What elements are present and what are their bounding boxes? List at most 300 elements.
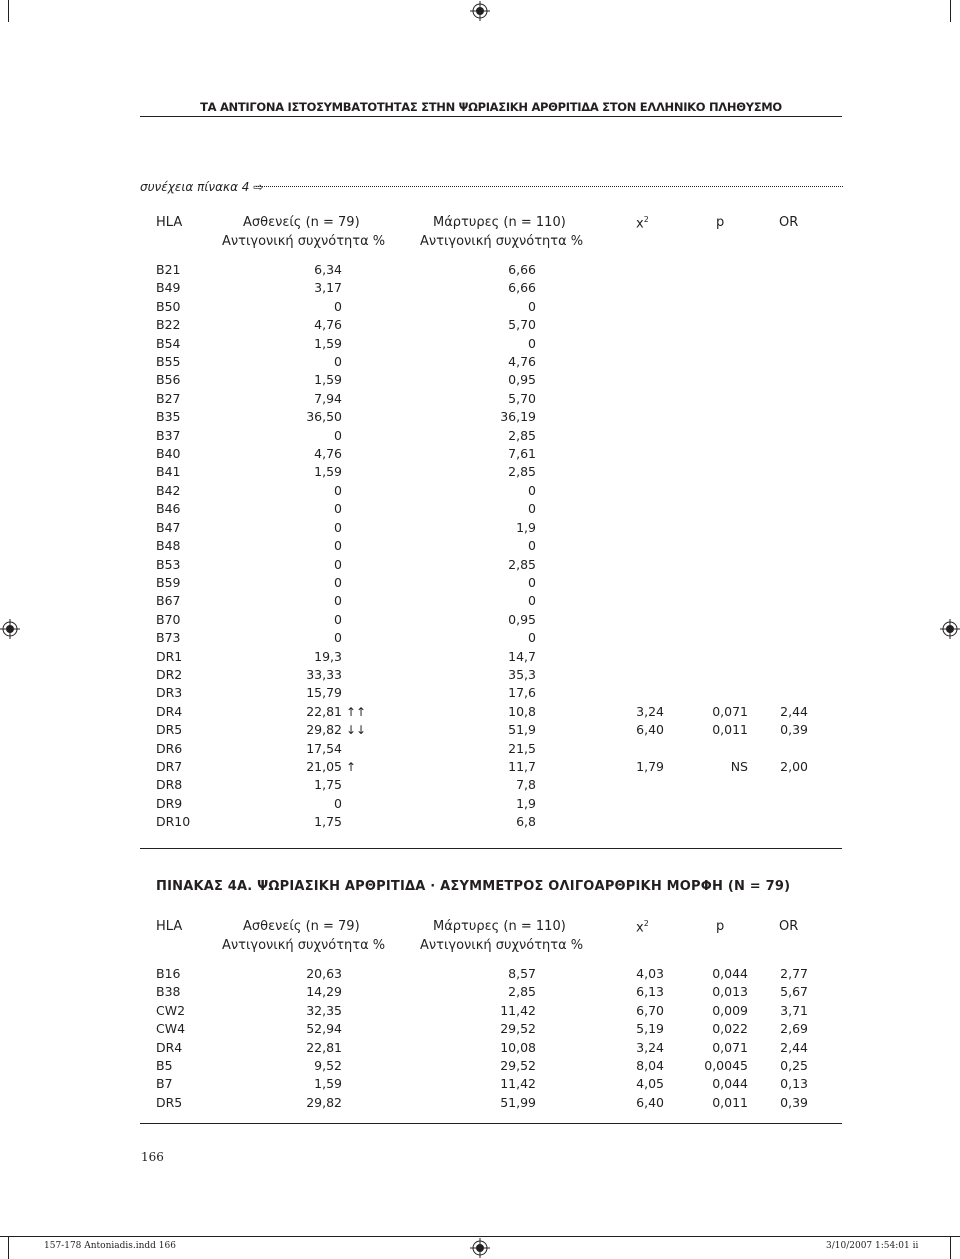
patients-value: 0 — [334, 574, 342, 590]
table-rule — [140, 1123, 842, 1124]
dotted-leader — [256, 186, 843, 187]
controls-value: 6,8 — [516, 814, 536, 830]
or-cell — [748, 740, 808, 758]
table-row — [140, 445, 808, 463]
patients-value: 19,3 — [314, 648, 342, 664]
p-cell — [664, 408, 748, 426]
chi-cell — [582, 537, 664, 555]
patients-value: 0 — [334, 630, 342, 646]
chi-cell — [582, 519, 664, 537]
patients-value: 22,81 — [306, 703, 342, 719]
table-row — [140, 537, 808, 555]
chi-cell — [582, 353, 664, 371]
p-cell — [664, 353, 748, 371]
controls-value: 10,08 — [500, 1039, 536, 1055]
table-row — [140, 1057, 808, 1075]
or-cell: 3,71 — [780, 1002, 808, 1018]
chi-cell — [582, 279, 664, 297]
patients-cell — [216, 648, 376, 666]
continuation-text: συνέχεια πίνακα 4 — [140, 180, 250, 194]
table-row — [140, 371, 808, 389]
controls-value: 0 — [528, 630, 536, 646]
controls-cell — [376, 666, 582, 684]
or-cell — [748, 795, 808, 813]
controls-cell — [376, 482, 582, 500]
table-row — [140, 703, 808, 721]
hla-cell: B49 — [156, 280, 181, 296]
or-cell — [748, 611, 808, 629]
chi-symbol: x — [636, 920, 644, 936]
patients-value: 21,05 — [306, 758, 342, 774]
patients-cell — [216, 1075, 376, 1093]
table-row — [140, 408, 808, 426]
chi-cell: 6,13 — [636, 984, 664, 1000]
table-row — [140, 795, 808, 813]
or-cell — [748, 776, 808, 794]
hla-cell: CW2 — [156, 1002, 186, 1018]
patients-value: 7,94 — [314, 390, 342, 406]
controls-value: 5,70 — [508, 390, 536, 406]
or-cell: 2,77 — [780, 966, 808, 981]
patients-value: 1,75 — [314, 777, 342, 793]
header-rule — [140, 116, 842, 117]
controls-value: 1,9 — [516, 519, 536, 535]
patients-cell — [216, 316, 376, 334]
hla-cell: B50 — [156, 298, 181, 314]
controls-value: 51,99 — [500, 1094, 536, 1110]
controls-cell — [376, 1020, 582, 1038]
patients-value: 1,59 — [314, 1076, 342, 1092]
controls-value: 0,95 — [508, 611, 536, 627]
table-row — [140, 740, 808, 758]
controls-freq-subheader: Αντιγονική συχνότητα % — [420, 938, 584, 953]
controls-value: 11,7 — [508, 758, 536, 774]
running-header: ΤΑ ΑΝΤΙΓΟΝΑ ΙΣΤΟΣΥΜΒΑΤΟΤΗΤΑΣ ΣΤΗΝ ΨΩΡΙΑΣΙΚΗ ΑΡΘΡΙΤΙΔΑ ΣΤΟΝ ΕΛΛΗΝΙΚΟ ΠΛΗΘΥΣΜΟ — [200, 100, 782, 114]
or-cell: 0,25 — [780, 1058, 808, 1074]
controls-value: 51,9 — [508, 722, 536, 738]
or-cell — [748, 279, 808, 297]
hla-cell: B35 — [156, 409, 181, 425]
controls-cell — [376, 500, 582, 518]
chi-cell: 6,40 — [636, 722, 664, 738]
patients-value: 9,52 — [314, 1058, 342, 1074]
hla-cell: B70 — [156, 611, 181, 627]
controls-cell — [376, 574, 582, 592]
or-cell — [748, 592, 808, 610]
hla-cell: DR8 — [156, 777, 183, 793]
p-cell — [664, 371, 748, 389]
or-cell — [748, 537, 808, 555]
hla-cell: B22 — [156, 317, 181, 333]
chi-cell: 3,24 — [636, 703, 664, 719]
patients-cell — [216, 965, 376, 983]
table-row — [140, 758, 808, 776]
or-cell: 0,13 — [780, 1076, 808, 1092]
patients-value: 4,76 — [314, 446, 342, 462]
hla-cell: DR10 — [156, 814, 191, 830]
patients-cell — [216, 721, 376, 739]
or-cell — [748, 335, 808, 353]
chi-cell: 1,79 — [636, 758, 664, 774]
or-cell — [748, 316, 808, 334]
controls-cell — [376, 353, 582, 371]
controls-value: 4,76 — [508, 354, 536, 370]
controls-cell — [376, 648, 582, 666]
p-cell — [664, 776, 748, 794]
chi-cell: 4,05 — [636, 1076, 664, 1092]
p-cell — [664, 482, 748, 500]
or-cell — [748, 445, 808, 463]
or-cell — [748, 390, 808, 408]
controls-cell — [376, 316, 582, 334]
chi-cell — [582, 261, 664, 279]
controls-cell — [376, 537, 582, 555]
p-cell — [664, 261, 748, 279]
hla-cell: B27 — [156, 390, 181, 406]
or-cell — [748, 684, 808, 702]
patients-freq-subheader: Αντιγονική συχνότητα % — [222, 938, 386, 953]
continuation-note — [140, 180, 263, 194]
chi-cell — [582, 592, 664, 610]
controls-value: 14,7 — [508, 648, 536, 664]
registration-mark-icon — [0, 619, 20, 639]
patients-value: 29,82 — [306, 722, 342, 738]
controls-cell — [376, 721, 582, 739]
hla-cell: B59 — [156, 574, 181, 590]
chi-cell — [582, 316, 664, 334]
p-cell — [664, 648, 748, 666]
or-cell: 0,39 — [780, 1094, 808, 1110]
controls-value: 2,85 — [508, 464, 536, 480]
patients-cell — [216, 279, 376, 297]
controls-cell — [376, 463, 582, 481]
patients-cell — [216, 592, 376, 610]
p-cell — [664, 629, 748, 647]
controls-cell — [376, 390, 582, 408]
table-row — [140, 1075, 808, 1093]
slug-left: 157-178 Antoniadis.indd 166 — [44, 1241, 176, 1251]
or-cell — [748, 298, 808, 316]
chi-cell — [582, 629, 664, 647]
chi-cell — [582, 463, 664, 481]
patients-value: 0 — [334, 519, 342, 535]
controls-cell — [376, 408, 582, 426]
patients-value: 15,79 — [306, 685, 342, 701]
patients-value: 0 — [334, 795, 342, 811]
chi-cell — [582, 776, 664, 794]
crop-mark — [950, 1236, 951, 1259]
hla-table-continued — [140, 261, 808, 832]
hla-cell: B55 — [156, 354, 181, 370]
or-cell — [748, 261, 808, 279]
chi-cell — [582, 813, 664, 831]
controls-value: 35,3 — [508, 666, 536, 682]
patients-cell — [216, 463, 376, 481]
table-row — [140, 574, 808, 592]
table-row — [140, 519, 808, 537]
or-cell — [748, 574, 808, 592]
or-cell: 2,69 — [780, 1021, 808, 1037]
or-cell — [748, 813, 808, 831]
controls-value: 29,52 — [500, 1021, 536, 1037]
controls-cell — [376, 519, 582, 537]
controls-value: 0 — [528, 593, 536, 609]
patients-value: 1,59 — [314, 372, 342, 388]
controls-cell — [376, 684, 582, 702]
p-cell — [664, 500, 748, 518]
crop-mark — [950, 0, 951, 22]
patients-value: 6,34 — [314, 262, 342, 277]
patients-cell — [216, 556, 376, 574]
chi-cell — [582, 574, 664, 592]
chi-cell: 8,04 — [636, 1058, 664, 1074]
chi-cell — [582, 611, 664, 629]
controls-value: 6,66 — [508, 262, 536, 277]
hla-cell: B42 — [156, 482, 181, 498]
chi-cell — [582, 427, 664, 445]
chi-cell: 4,03 — [636, 966, 664, 981]
patients-cell — [216, 482, 376, 500]
p-cell — [664, 795, 748, 813]
hla-cell: DR5 — [156, 1094, 183, 1110]
table-row — [140, 1020, 808, 1038]
patients-cell — [216, 427, 376, 445]
table-row — [140, 335, 808, 353]
p-cell — [664, 390, 748, 408]
patients-cell — [216, 574, 376, 592]
col-patients-header: Ασθενείς (n = 79) — [243, 919, 360, 934]
chi-cell — [582, 390, 664, 408]
controls-cell — [376, 965, 582, 983]
controls-value: 17,6 — [508, 685, 536, 701]
patients-cell — [216, 611, 376, 629]
controls-value: 11,42 — [500, 1076, 536, 1092]
patients-cell — [216, 500, 376, 518]
patients-cell — [216, 537, 376, 555]
controls-cell — [376, 813, 582, 831]
patients-cell — [216, 1002, 376, 1020]
p-cell — [664, 537, 748, 555]
controls-cell — [376, 592, 582, 610]
col-hla-header: HLA — [156, 215, 183, 230]
p-cell — [664, 519, 748, 537]
table-row — [140, 353, 808, 371]
or-cell — [748, 353, 808, 371]
patients-freq-subheader: Αντιγονική συχνότητα % — [222, 234, 386, 249]
chi-cell — [582, 445, 664, 463]
controls-cell — [376, 703, 582, 721]
table-row — [140, 965, 808, 983]
trend-arrow-icon: ↓↓ — [346, 723, 367, 738]
trend-arrow-icon: ↑↑ — [346, 704, 367, 719]
controls-cell — [376, 611, 582, 629]
controls-cell — [376, 629, 582, 647]
patients-cell — [216, 983, 376, 1001]
p-cell — [664, 316, 748, 334]
crop-mark — [8, 1236, 9, 1259]
continuation-arrow-icon: ⇨ — [253, 180, 264, 194]
or-cell: 2,44 — [780, 1039, 808, 1055]
or-cell — [748, 648, 808, 666]
table-row — [140, 648, 808, 666]
controls-value: 0 — [528, 574, 536, 590]
chi-cell — [582, 408, 664, 426]
p-cell — [664, 611, 748, 629]
patients-value: 1,75 — [314, 814, 342, 830]
controls-cell — [376, 298, 582, 316]
p-cell: 0,044 — [712, 1076, 748, 1092]
or-cell — [748, 371, 808, 389]
or-cell — [748, 500, 808, 518]
p-cell: 0,013 — [712, 984, 748, 1000]
patients-cell — [216, 1039, 376, 1057]
controls-cell — [376, 427, 582, 445]
table-row — [140, 684, 808, 702]
patients-cell — [216, 390, 376, 408]
table-row — [140, 983, 808, 1001]
patients-value: 1,59 — [314, 335, 342, 351]
chi-cell — [582, 335, 664, 353]
patients-value: 0 — [334, 538, 342, 554]
chi-symbol: x — [636, 216, 644, 232]
or-cell: 0,39 — [780, 722, 808, 738]
controls-value: 0 — [528, 482, 536, 498]
patients-value: 17,54 — [306, 740, 342, 756]
or-cell: 2,00 — [780, 758, 808, 774]
slug-right: 3/10/2007 1:54:01 ii — [826, 1241, 919, 1251]
table-row — [140, 1094, 808, 1112]
chi-cell — [582, 648, 664, 666]
patients-value: 4,76 — [314, 317, 342, 333]
table-row — [140, 666, 808, 684]
or-cell — [748, 482, 808, 500]
controls-value: 2,85 — [508, 556, 536, 572]
controls-cell — [376, 371, 582, 389]
trend-arrow-icon: ↑ — [346, 759, 357, 774]
hla-cell: B67 — [156, 593, 181, 609]
controls-value: 0 — [528, 538, 536, 554]
crop-mark — [0, 1236, 960, 1237]
hla-cell: DR2 — [156, 666, 183, 682]
p-cell: 0,071 — [712, 703, 748, 719]
registration-mark-icon — [470, 1238, 490, 1258]
p-cell: 0,011 — [712, 722, 748, 738]
chi-cell — [582, 482, 664, 500]
or-cell — [748, 629, 808, 647]
patients-value: 0 — [334, 611, 342, 627]
p-cell: 0,071 — [712, 1039, 748, 1055]
controls-value: 21,5 — [508, 740, 536, 756]
controls-cell — [376, 445, 582, 463]
controls-value: 7,8 — [516, 777, 536, 793]
patients-cell — [216, 740, 376, 758]
patients-value: 3,17 — [314, 280, 342, 296]
p-cell — [664, 666, 748, 684]
hla-cell: DR5 — [156, 722, 183, 738]
controls-value: 5,70 — [508, 317, 536, 333]
table-row — [140, 482, 808, 500]
patients-cell — [216, 298, 376, 316]
p-cell — [664, 592, 748, 610]
patients-value: 36,50 — [306, 409, 342, 425]
patients-value: 0 — [334, 501, 342, 517]
table-row — [140, 813, 808, 831]
controls-value: 11,42 — [500, 1002, 536, 1018]
hla-cell: DR4 — [156, 703, 183, 719]
controls-cell — [376, 1057, 582, 1075]
table-row — [140, 463, 808, 481]
hla-cell: B41 — [156, 464, 181, 480]
registration-mark-icon — [940, 619, 960, 639]
chi-cell — [582, 684, 664, 702]
table-row — [140, 298, 808, 316]
chi-cell — [582, 500, 664, 518]
controls-value: 0 — [528, 335, 536, 351]
controls-cell — [376, 261, 582, 279]
col-controls-header: Μάρτυρες (n = 110) — [433, 215, 566, 230]
p-cell — [664, 279, 748, 297]
controls-value: 8,57 — [508, 966, 536, 981]
patients-value: 0 — [334, 427, 342, 443]
p-cell: 0,022 — [712, 1021, 748, 1037]
chi-cell: 3,24 — [636, 1039, 664, 1055]
controls-cell — [376, 795, 582, 813]
table-row — [140, 390, 808, 408]
p-cell — [664, 684, 748, 702]
or-cell — [748, 519, 808, 537]
table-4a-title: ΠΙΝΑΚΑΣ 4Α. ΨΩΡΙΑΣΙΚΗ ΑΡΘΡΙΤΙΔΑ · ΑΣΥΜΜΕΤΡΟΣ ΟΛΙΓΟΑΡΘΡΙΚΗ ΜΟΡΦΗ (Ν = 79) — [156, 879, 791, 894]
hla-cell: B37 — [156, 427, 181, 443]
col-chi-header — [636, 215, 649, 231]
controls-cell — [376, 1094, 582, 1112]
registration-mark-icon — [470, 1, 490, 21]
controls-value: 7,61 — [508, 446, 536, 462]
patients-value: 0 — [334, 593, 342, 609]
controls-value: 0 — [528, 298, 536, 314]
hla-cell: B53 — [156, 556, 181, 572]
controls-cell — [376, 983, 582, 1001]
patients-value: 0 — [334, 298, 342, 314]
table-row — [140, 592, 808, 610]
patients-value: 32,35 — [306, 1002, 342, 1018]
or-cell — [748, 463, 808, 481]
patients-value: 22,81 — [306, 1039, 342, 1055]
p-cell — [664, 740, 748, 758]
chi-cell — [582, 371, 664, 389]
patients-cell — [216, 666, 376, 684]
hla-cell: DR6 — [156, 740, 183, 756]
controls-cell — [376, 556, 582, 574]
chi-cell: 6,70 — [636, 1002, 664, 1018]
hla-cell: B21 — [156, 262, 181, 277]
table-row — [140, 1039, 808, 1057]
chi-cell — [582, 298, 664, 316]
table-row — [140, 279, 808, 297]
col-hla-header: HLA — [156, 919, 183, 934]
controls-cell — [376, 279, 582, 297]
p-cell — [664, 463, 748, 481]
controls-cell — [376, 1075, 582, 1093]
patients-cell — [216, 776, 376, 794]
patients-value: 20,63 — [306, 966, 342, 981]
crop-mark — [8, 0, 9, 22]
p-cell — [664, 335, 748, 353]
patients-cell — [216, 1094, 376, 1112]
patients-value: 14,29 — [306, 984, 342, 1000]
controls-value: 36,19 — [500, 409, 536, 425]
or-cell — [748, 666, 808, 684]
chi-cell — [582, 795, 664, 813]
